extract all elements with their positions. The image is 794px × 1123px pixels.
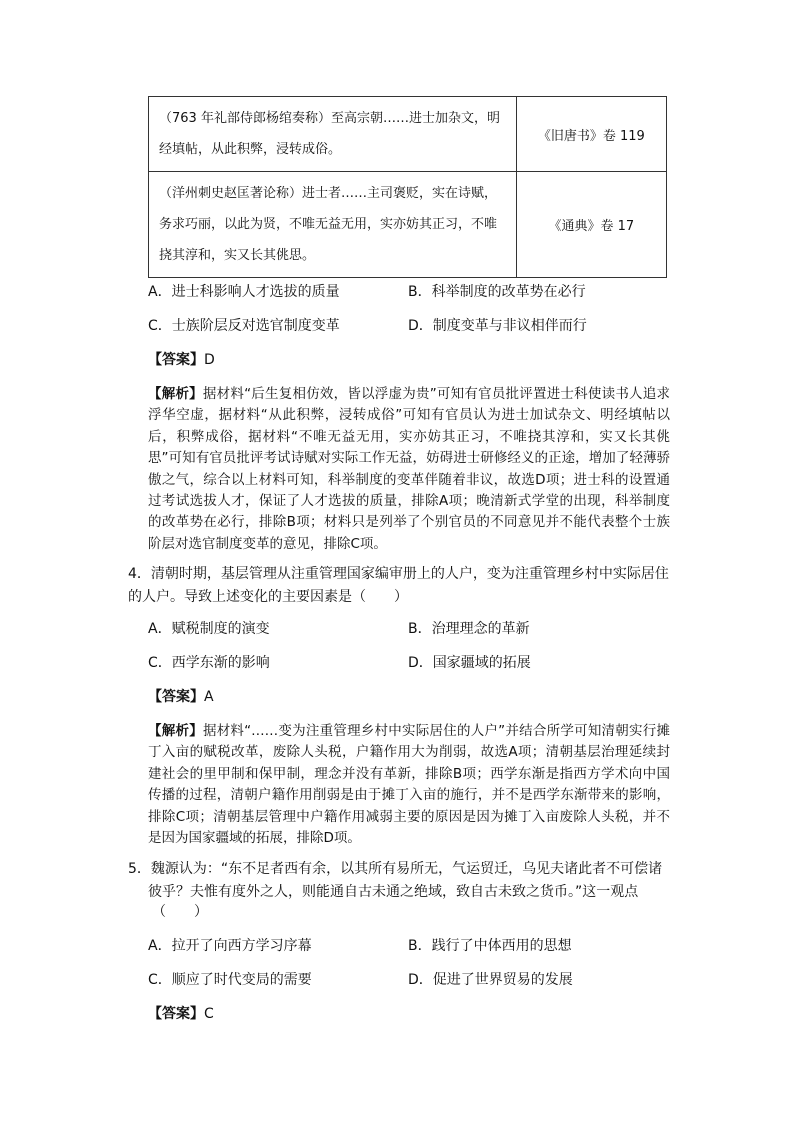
q5-stem-line-3: （ ） [152,904,208,920]
q3-option-c: C．士族阶层反对选官制度变革 [148,318,340,334]
table-quote-cell: （763 年礼部侍郎杨绾奏称）至高宗朝……进士加杂文，明经填帖，从此积弊，浸转成俗。 [149,97,517,172]
q4-answer [148,687,214,707]
q4-stem: 4．清朝时期，基层管理从注重管理国家编审册上的人户，变为注重管理乡村中实际居住的人户。导致上述变化的主要因素是（ ） [128,566,669,605]
analysis-label: 【解析】 [148,386,203,402]
answer-label: 【答案】 [148,689,204,705]
q5-option-d: D．促进了世界贸易的发展 [408,972,573,988]
table-row [149,97,667,172]
q4-option-b: B．治理理念的革新 [408,621,530,637]
answer-label: 【答案】 [148,352,204,368]
q5-answer [148,1004,214,1024]
q4-option-c: C．西学东渐的影响 [148,655,270,671]
q3-answer [148,350,215,370]
answer-label: 【答案】 [148,1006,204,1022]
q5-option-a: A．拉开了向西方学习序幕 [148,938,312,954]
q4-option-a: A．赋税制度的演变 [148,621,270,637]
q4-option-d: D．国家疆域的拓展 [408,655,531,671]
table-source-cell: 《旧唐书》卷 119 [516,97,666,172]
q3-option-d: D．制度变革与非议相伴而行 [408,318,587,334]
q5-stem-line-1: 5．魏源认为：“东不足者西有余，以其所有易所无，气运贸迁，乌见夫诸此者不可偿诸 [128,861,663,877]
q5-option-c: C．顺应了时代变局的需要 [148,972,312,988]
analysis-text: 据材料“后生复相仿效，皆以浮虚为贵”可知有官员批评置进士科使读书人追求浮华空虚，据材料“从此积弊，浸转成俗”可知有官员认为进士加试杂文、明经填帖以后，积弊成俗，据材料“不唯无益无用，实亦妨其正习，不唯挠其淳和，实又长其佻思”可知有官员批评考试诗赋对实际工作无益，妨碍进士研修经义的正途，增加了轻薄骄傲之气，综合以上材料可知，科举制度的变革伴随着非议，故选D项；进士科的设置通过考试选拔人才，保证了人才选拔的质量，排除A项；晚清新式学堂的出现，科举制度的改革势在必行，排除B项；材料只是列举了个别官员的不同意见并不能代表整个士族阶层对选官制度变革的意见，排除C项。 [148,386,670,552]
q5-option-b: B．践行了中体西用的思想 [408,938,572,954]
analysis-label: 【解析】 [148,723,203,739]
table-row [149,172,667,278]
source-table [148,96,667,278]
q5-stem-line-2: 彼乎？夫惟有度外之人，则能通自古未通之绝域，致自古未致之货币。”这一观点 [148,884,639,900]
q3-option-a: A．进士科影响人才选拔的质量 [148,284,340,300]
answer-value: D [204,352,215,368]
analysis-text: 据材料“……变为注重管理乡村中实际居住的人户”并结合所学可知清朝实行摊丁入亩的赋税改革，废除人头税，户籍作用大为削弱，故选A项；清朝基层治理延续封建社会的里甲制和保甲制，理念并没有革新，排除B项；西学东渐是指西方学术向中国传播的过程，清朝户籍作用削弱是由于摊丁入亩的施行，并不是西学东渐带来的影响，排除C项；清朝基层管理中户籍作用减弱主要的原因是因为摊丁入亩废除人头税，并不是因为国家疆域的拓展，排除D项。 [148,723,670,847]
q3-analysis [148,384,670,555]
answer-value: C [204,1006,214,1022]
table-source-cell: 《通典》卷 17 [516,172,666,278]
q3-option-b: B．科举制度的改革势在必行 [408,284,586,300]
q4-analysis [148,721,670,849]
table-quote-cell: （洋州刺史赵匡著论称）进士者……主司褒贬，实在诗赋，务求巧丽，以此为贤，不唯无益无用，实亦妨其正习，不唯挠其淳和，实又长其佻思。 [149,172,517,278]
answer-value: A [204,689,214,705]
